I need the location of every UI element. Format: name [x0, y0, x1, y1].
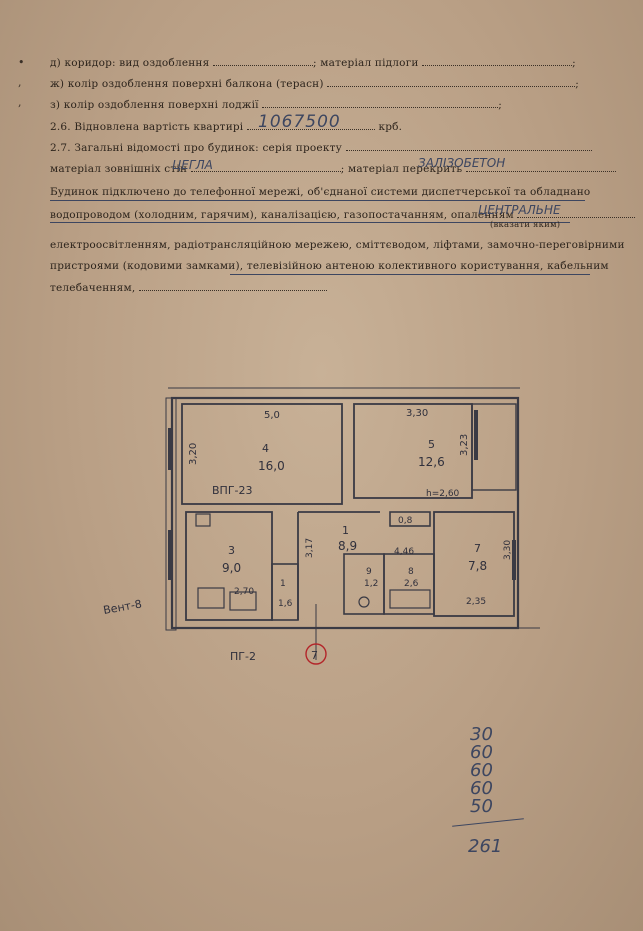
tally-total: 261 — [468, 836, 503, 857]
room-5-height: 3,23 — [459, 433, 470, 456]
room-9-area: 1,2 — [364, 579, 379, 589]
ceiling-height: h=2,60 — [426, 489, 460, 499]
field-hint: (вказати яким) — [490, 220, 561, 230]
room-7-area: 7,8 — [468, 559, 488, 573]
tally — [470, 726, 540, 816]
tally-number: 50 — [470, 796, 493, 817]
tally-number: 60 — [470, 760, 493, 781]
pg-label: ПГ-2 — [230, 650, 256, 663]
dim-270: 2,70 — [234, 587, 255, 597]
margin-mark: • — [18, 56, 25, 69]
corridor-label: д) коридор: вид оздоблення — [50, 57, 210, 69]
walls-label: матеріал зовнішніх стін — [50, 163, 188, 175]
room-5-area: 12,6 — [418, 455, 445, 469]
tally-number: 60 — [470, 778, 493, 799]
room-4-height: 3,20 — [188, 442, 199, 465]
room-5-width: 3,30 — [406, 408, 429, 419]
balcony-block — [472, 404, 516, 490]
tally-number: 30 — [470, 724, 493, 745]
corridor-line: д) коридор: вид оздоблення ; матеріал підлоги ; — [50, 57, 576, 69]
room-8-id: 8 — [408, 567, 414, 577]
room-5-id: 5 — [428, 438, 435, 451]
room-8-area: 2,6 — [404, 579, 419, 589]
margin-mark: , — [18, 76, 22, 89]
gas-heater — [196, 514, 210, 526]
series-label: 2.7. Загальні відомості про будинок: серія проекту — [50, 142, 342, 154]
tally-number: 60 — [470, 742, 493, 763]
room-1-area: 8,9 — [338, 539, 358, 553]
floor-material-label: ; матеріал підлоги — [313, 57, 419, 69]
stove — [198, 588, 224, 608]
room-2-area: 1,6 — [278, 599, 293, 609]
balcony-label: ж) колір оздоблення поверхні балкона (терасн) — [50, 78, 324, 90]
room-7-width: 2,35 — [466, 597, 487, 607]
balcony-line: ж) колір оздоблення поверхні балкона (терасн) ; — [50, 78, 579, 90]
room-7-id: 7 — [474, 542, 481, 555]
paragraph-text: водопроводом (холодним, гарячим), каналізацією, газопостачанням, опаленням — [50, 209, 514, 221]
heating-handwritten: ЦЕНТРАЛЬНЕ — [478, 203, 561, 217]
room-3-id: 3 — [228, 544, 235, 557]
room-2-id: 1 — [280, 579, 286, 589]
value-handwritten: 1067500 — [258, 112, 341, 132]
value-unit: крб. — [378, 121, 403, 133]
paragraph-line-3: електроосвітленням, радіотрансляційною мережею, сміттєводом, ліфтами, замочно-переговірними — [50, 239, 625, 251]
axis-number: 7 — [311, 649, 318, 662]
room-6-label: 0,8 — [398, 516, 413, 526]
margin-mark: , — [18, 96, 22, 109]
loggia-line: з) колір оздоблення поверхні лоджії ; — [50, 99, 503, 111]
room-1-dim: 3,17 — [305, 537, 315, 558]
walls-handwritten: ЦЕГЛА — [172, 158, 213, 172]
paragraph-text: телебаченням, — [50, 282, 136, 294]
room-4-width: 5,0 — [264, 410, 280, 421]
vent-label: Вент-8 — [102, 597, 143, 617]
vpg-label: ВПГ-23 — [212, 484, 253, 497]
room-9-id: 9 — [366, 567, 372, 577]
floors-label: ; матеріал перекрить — [340, 163, 463, 175]
room-7-height: 3,30 — [503, 539, 513, 560]
toilet — [359, 597, 369, 607]
room-4-area: 16,0 — [258, 459, 285, 473]
room-3-area: 9,0 — [222, 561, 242, 575]
room-1-id: 1 — [342, 524, 349, 537]
paragraph-line-4: пристроями (кодовими замками), телевізійною антеною колективного користування, кабельним — [50, 260, 609, 272]
loggia-label: з) колір оздоблення поверхні лоджії — [50, 99, 259, 111]
room-2 — [272, 564, 298, 620]
dim-446: 4,46 — [394, 547, 415, 557]
floors-handwritten: ЗАЛІЗОБЕТОН — [418, 156, 506, 170]
paragraph-line-1: Будинок підключено до телефонної мережі, об'єднаної системи диспетчерської та обладнано — [50, 186, 591, 198]
bathtub — [390, 590, 430, 608]
value-label: 2.6. Відновлена вартість квартирі — [50, 121, 244, 133]
room-4-id: 4 — [262, 442, 269, 455]
